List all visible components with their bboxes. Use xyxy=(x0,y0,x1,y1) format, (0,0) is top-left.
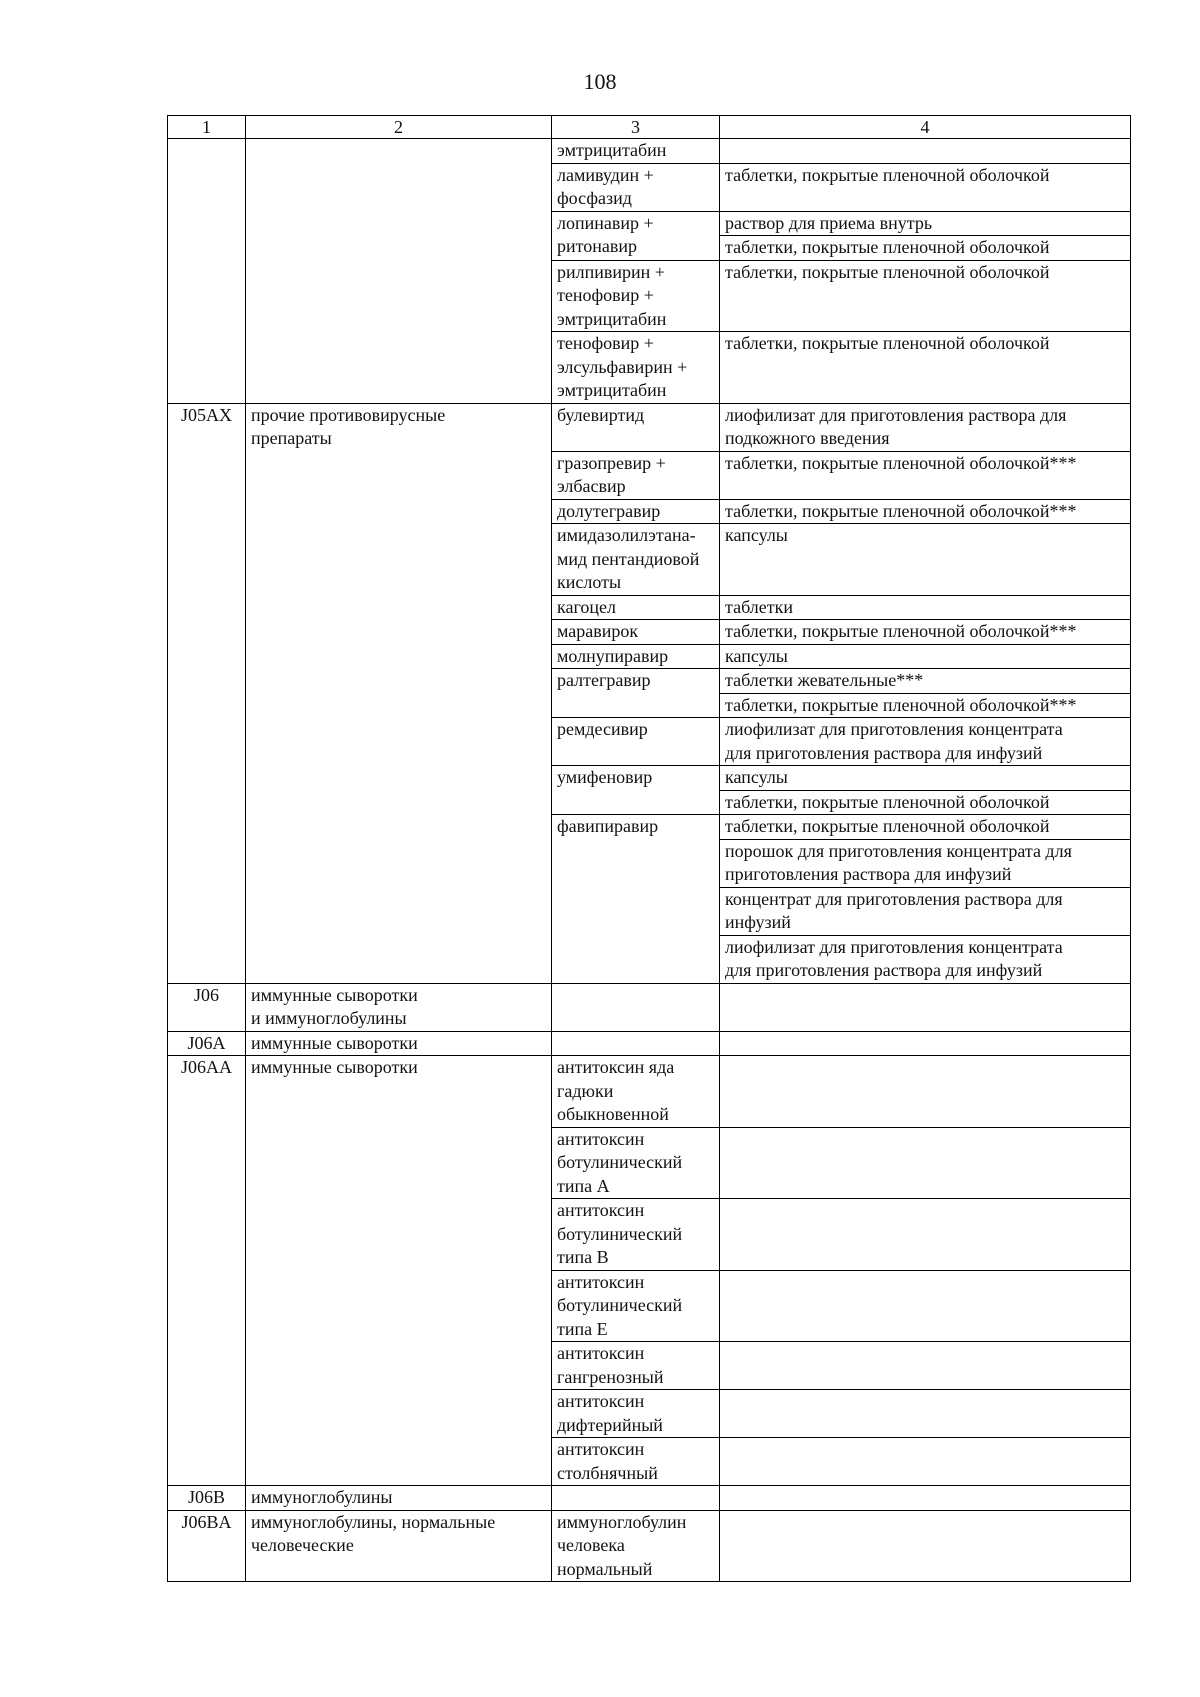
dosage-form-cell xyxy=(720,1031,1131,1056)
table-row xyxy=(168,983,1131,1031)
drug-name-cell: кагоцел xyxy=(552,595,720,620)
atc-code-cell: J06 xyxy=(168,983,246,1031)
dosage-form-cell: капсулы xyxy=(720,524,1131,596)
dosage-form-cell: капсулы xyxy=(720,766,1131,791)
dosage-form-cell: таблетки, покрытые пленочной оболочкой*** xyxy=(720,620,1131,645)
dosage-form-cell: капсулы xyxy=(720,644,1131,669)
drug-name-cell: маравирок xyxy=(552,620,720,645)
dosage-form-cell: таблетки, покрытые пленочной оболочкой*** xyxy=(720,693,1131,718)
dosage-form-cell xyxy=(720,983,1131,1031)
table-row xyxy=(168,1031,1131,1056)
header-cell: 3 xyxy=(552,116,720,139)
drug-name-cell xyxy=(552,983,720,1031)
header-cell: 4 xyxy=(720,116,1131,139)
dosage-form-cell: лиофилизат для приготовления раствора для подкожного введения xyxy=(720,403,1131,451)
dosage-form-cell: таблетки, покрытые пленочной оболочкой xyxy=(720,332,1131,404)
header-cell: 2 xyxy=(246,116,552,139)
drug-name-cell: рилпивирин + тенофовир + эмтрицитабин xyxy=(552,260,720,332)
dosage-form-cell xyxy=(720,1510,1131,1582)
dosage-form-cell: концентрат для приготовления раствора для инфузий xyxy=(720,887,1131,935)
dosage-form-cell xyxy=(720,1127,1131,1199)
group-name-cell: иммунные сыворотки xyxy=(246,1056,552,1486)
drug-name-cell: антитоксин ботулинический типа А xyxy=(552,1127,720,1199)
atc-code-cell: J05AX xyxy=(168,403,246,983)
group-name-cell: иммунные сыворотки xyxy=(246,1031,552,1056)
header-cell: 1 xyxy=(168,116,246,139)
dosage-form-cell: лиофилизат для приготовления концентрата для приготовления раствора для инфузий xyxy=(720,718,1131,766)
drug-name-cell: эмтрицитабин xyxy=(552,139,720,164)
drug-name-cell: антитоксин дифтерийный xyxy=(552,1390,720,1438)
dosage-form-cell: порошок для приготовления концентрата для приготовления раствора для инфузий xyxy=(720,839,1131,887)
dosage-form-cell: таблетки, покрытые пленочной оболочкой*** xyxy=(720,499,1131,524)
dosage-form-cell: таблетки жевательные*** xyxy=(720,669,1131,694)
drug-name-cell: антитоксин столбнячный xyxy=(552,1438,720,1486)
dosage-form-cell xyxy=(720,1056,1131,1128)
drug-name-cell xyxy=(552,1486,720,1511)
drug-name-cell: ралтегравир xyxy=(552,669,720,718)
drug-name-cell: фавипиравир xyxy=(552,815,720,984)
drug-name-cell: антитоксин ботулинический типа В xyxy=(552,1199,720,1271)
dosage-form-cell xyxy=(720,1486,1131,1511)
group-name-cell: иммуноглобулины, нормальные человеческие xyxy=(246,1510,552,1582)
drug-name-cell: антитоксин гангренозный xyxy=(552,1342,720,1390)
dosage-form-cell xyxy=(720,1438,1131,1486)
drug-name-cell: антитоксин ботулинический типа Е xyxy=(552,1270,720,1342)
drug-name-cell: тенофовир + элсульфавирин + эмтрицитабин xyxy=(552,332,720,404)
drug-table xyxy=(167,115,1131,1582)
atc-code-cell: J06A xyxy=(168,1031,246,1056)
atc-code-cell: J06AA xyxy=(168,1056,246,1486)
drug-name-cell: лопинавир + ритонавир xyxy=(552,211,720,260)
dosage-form-cell: таблетки, покрытые пленочной оболочкой xyxy=(720,163,1131,211)
table-row xyxy=(168,403,1131,451)
drug-name-cell: булевиртид xyxy=(552,403,720,451)
dosage-form-cell: лиофилизат для приготовления концентрата для приготовления раствора для инфузий xyxy=(720,935,1131,983)
table-row xyxy=(168,1056,1131,1128)
table-row xyxy=(168,1486,1131,1511)
drug-name-cell: антитоксин яда гадюки обыкновенной xyxy=(552,1056,720,1128)
table-header-row xyxy=(168,116,1131,139)
drug-name-cell: гразопревир + элбасвир xyxy=(552,451,720,499)
dosage-form-cell: таблетки xyxy=(720,595,1131,620)
dosage-form-cell xyxy=(720,1199,1131,1271)
dosage-form-cell xyxy=(720,1390,1131,1438)
dosage-form-cell xyxy=(720,1342,1131,1390)
dosage-form-cell: таблетки, покрытые пленочной оболочкой xyxy=(720,815,1131,840)
group-name-cell xyxy=(246,139,552,404)
drug-name-cell: молнупиравир xyxy=(552,644,720,669)
drug-name-cell: ламивудин + фосфазид xyxy=(552,163,720,211)
dosage-form-cell: таблетки, покрытые пленочной оболочкой xyxy=(720,260,1131,332)
table-row xyxy=(168,1510,1131,1582)
table-row xyxy=(168,139,1131,164)
atc-code-cell xyxy=(168,139,246,404)
drug-name-cell xyxy=(552,1031,720,1056)
dosage-form-cell xyxy=(720,1270,1131,1342)
group-name-cell: иммунные сыворотки и иммуноглобулины xyxy=(246,983,552,1031)
dosage-form-cell: раствор для приема внутрь xyxy=(720,211,1131,236)
atc-code-cell: J06BA xyxy=(168,1510,246,1582)
dosage-form-cell: таблетки, покрытые пленочной оболочкой*** xyxy=(720,451,1131,499)
drug-name-cell: умифеновир xyxy=(552,766,720,815)
drug-name-cell: ремдесивир xyxy=(552,718,720,766)
group-name-cell: прочие противовирусные препараты xyxy=(246,403,552,983)
group-name-cell: иммуноглобулины xyxy=(246,1486,552,1511)
dosage-form-cell xyxy=(720,139,1131,164)
drug-name-cell: иммуноглобулин человека нормальный xyxy=(552,1510,720,1582)
dosage-form-cell: таблетки, покрытые пленочной оболочкой xyxy=(720,790,1131,815)
atc-code-cell: J06B xyxy=(168,1486,246,1511)
page-number: 108 xyxy=(583,69,617,94)
drug-name-cell: долутегравир xyxy=(552,499,720,524)
dosage-form-cell: таблетки, покрытые пленочной оболочкой xyxy=(720,236,1131,261)
drug-name-cell: имидазолилэтана- мид пентандиовой кислоты xyxy=(552,524,720,596)
